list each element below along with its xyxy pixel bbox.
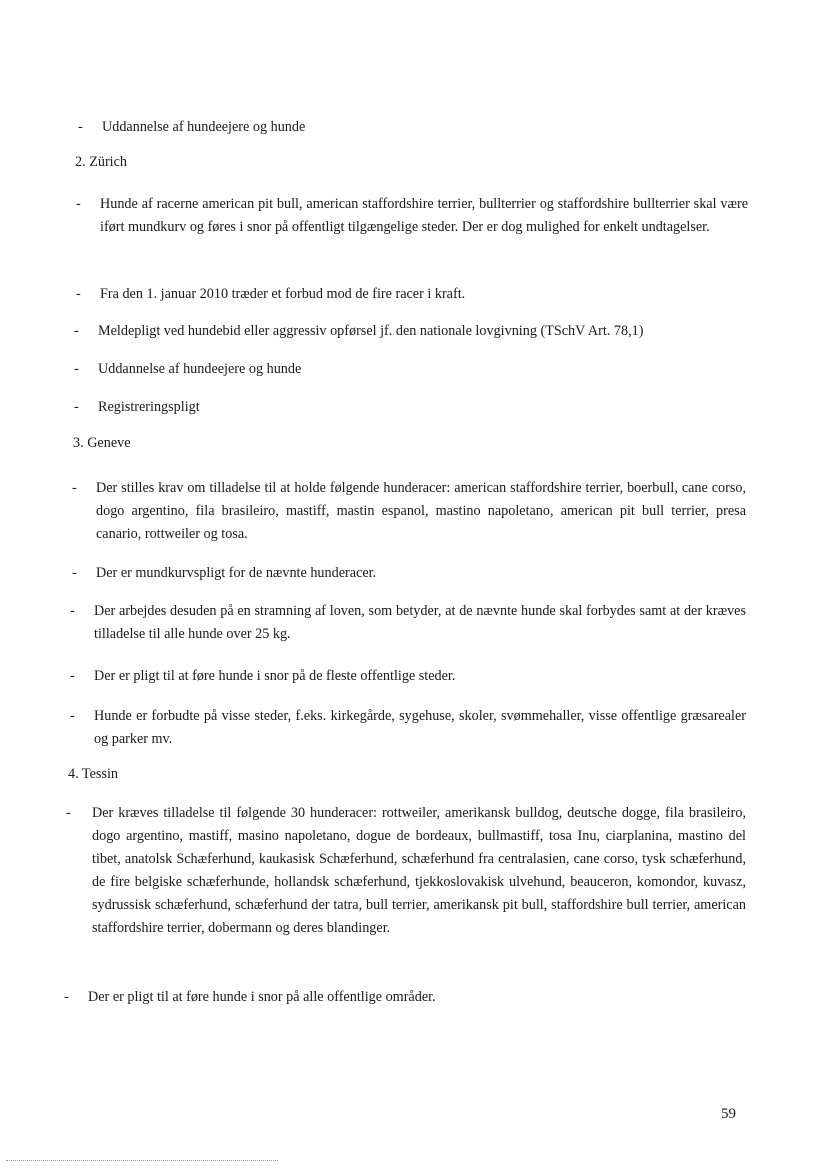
section-heading: 4. Tessin [68,766,118,782]
bullet-text: Hunde er forbudte på visse steder, f.eks. kirkegårde, sygehuse, skoler, svømmehaller, visse offentlige græsarealer og parker mv. [94,708,746,747]
bullet-marker: - [72,565,77,581]
bullet-text: Uddannelse af hundeejere og hunde [102,119,306,135]
bullet-text: Der er pligt til at føre hunde i snor på de fleste offentlige steder. [94,668,456,684]
bullet-marker: - [74,361,79,377]
bullet-text: Der er mundkurvspligt for de nævnte hunderacer. [96,565,377,581]
bullet-marker: - [74,399,79,415]
bullet-text: Der arbejdes desuden på en stramning af loven, som betyder, at de nævnte hunde skal forbydes samt at der kræves tilladelse til alle hunde over 25 kg. [94,603,746,642]
bullet-text: Uddannelse af hundeejere og hunde [98,361,302,377]
bullet-text: Der kræves tilladelse til følgende 30 hunderacer: rottweiler, amerikansk bulldog, deutsche dogge, fila brasileiro, dogo argentino, mastiff, masino napoletano, dogue de bordeaux, bullmastiff, tosa Inu, ciarplanina, mastino del tibet, anatolsk Schæferhund, kaukasisk Schæferhund, schæferhund fra centralasien, cane corso, tysk schæferhund, de fire belgiske schæferhunde, hollandsk schæferhund, tjekkoslovakisk ulvehund, beauceron, komondor, kuvasz, sydrussisk schæferhund, schæferhund der tatra, bull terrier, amerikansk pit bull, staffordshire bull terrier, american staffordshire terrier, dobermann og deres blandinger. [92,805,746,936]
page-number: 59 [721,1106,736,1122]
scan-edge-divider [6,1160,278,1161]
bullet-marker: - [70,603,75,619]
bullet-text: Registreringspligt [98,399,200,415]
bullet-marker: - [76,196,81,212]
section-heading: 2. Zürich [75,154,128,170]
bullet-text: Hunde af racerne american pit bull, american staffordshire terrier, bullterrier og staffordshire bullterrier skal være iført mundkurv og føres i snor på offentligt tilgængelige steder. Der er dog mulighed for enkelt undtagelser. [100,196,748,235]
bullet-marker: - [70,708,75,724]
bullet-text: Fra den 1. januar 2010 træder et forbud mod de fire racer i kraft. [100,286,466,302]
bullet-marker: - [72,480,77,496]
bullet-text: Der stilles krav om tilladelse til at holde følgende hunderacer: american staffordshire terrier, boerbull, cane corso, dogo argentino, fila brasileiro, mastiff, mastin espanol, mastino napoletano, american pit bull terrier, presa canario, rottweiler og tosa. [96,480,746,542]
section-heading: 3. Geneve [73,435,131,451]
bullet-marker: - [70,668,75,684]
bullet-marker: - [78,119,83,135]
bullet-text: Meldepligt ved hundebid eller aggressiv opførsel jf. den nationale lovgivning (TSchV Art. 78,1) [98,323,644,339]
bullet-marker: - [74,323,79,339]
bullet-marker: - [64,989,69,1005]
bullet-marker: - [66,805,71,821]
bullet-marker: - [76,286,81,302]
bullet-text: Der er pligt til at føre hunde i snor på alle offentlige områder. [88,989,436,1005]
